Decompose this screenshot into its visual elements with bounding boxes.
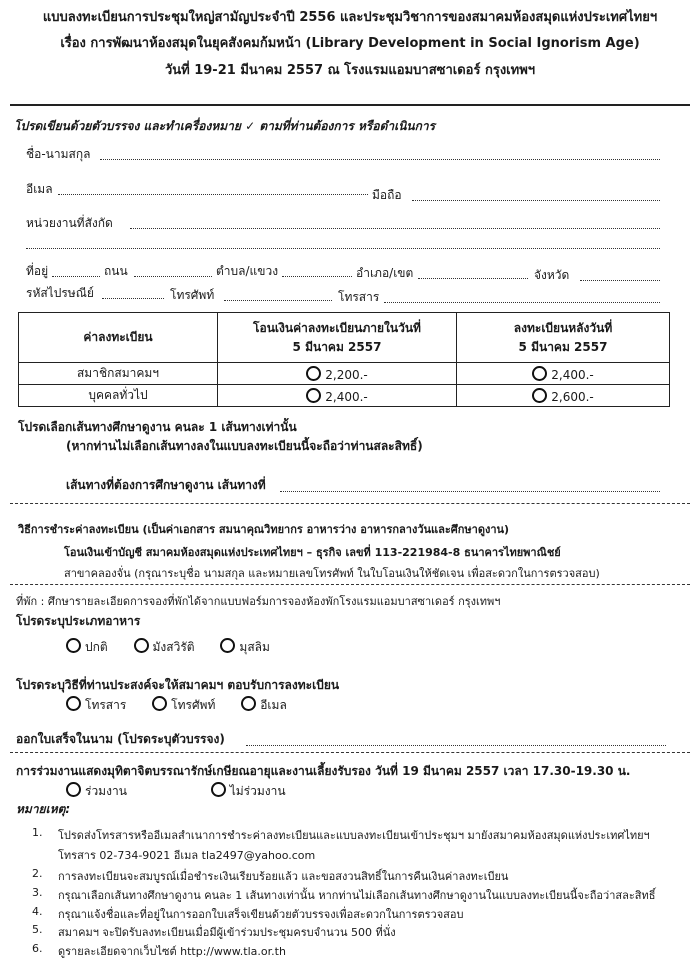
- list-item: [32, 942, 286, 960]
- radio-icon[interactable]: [66, 696, 81, 711]
- confirm-option-email[interactable]: [241, 696, 287, 715]
- table-row: [19, 363, 670, 385]
- radio-icon[interactable]: [66, 638, 81, 653]
- fee-option-member-early[interactable]: [218, 363, 457, 385]
- receipt-label: ออกใบเสร็จในนาม (โปรดระบุตัวบรรจง): [16, 732, 225, 746]
- bank-account: โอนเงินเข้าบัญชี สมาคมห้องสมุดแห่งประเทศไทยฯ – ธุรกิจ เลขที่ 113-221984-8 ธนาคารไทยพาณิชย์: [64, 546, 561, 559]
- note-number: 4.: [32, 905, 43, 918]
- tour-label: โปรดเลือกเส้นทางศึกษาดูงาน คนละ 1 เส้นทางเท่านั้น: [18, 420, 297, 434]
- note-text: โปรดส่งโทรสารหรืออีเมลสำเนาการชำระค่าลงทะเบียนและแบบลงทะเบียนเข้าประชุมฯ มายังสมาคมห้องสมุดแห่งประเทศไทยฯ: [58, 829, 650, 842]
- list-item: [32, 886, 656, 904]
- fee-amount: 2,400.-: [325, 389, 368, 404]
- radio-icon[interactable]: [532, 388, 547, 403]
- note-number: 3.: [32, 886, 43, 899]
- option-label: มุสลิม: [239, 640, 270, 654]
- route-label: เส้นทางที่ต้องการศึกษาดูงาน เส้นทางที่: [66, 478, 266, 492]
- name-label: ชื่อ-นามสกุล: [26, 147, 91, 161]
- postcode-label: รหัสไปรษณีย์: [26, 286, 94, 300]
- note-text: กรุณาเลือกเส้นทางศึกษาดูงาน คนละ 1 เส้นทางเท่านั้น หากท่านไม่เลือกเส้นทางศึกษาดูงานในแบบลงทะเบียนนี้จะถือว่าสละสิทธิ์: [58, 889, 656, 902]
- address-field[interactable]: [52, 276, 100, 277]
- radio-icon[interactable]: [532, 366, 547, 381]
- food-option-muslim[interactable]: [220, 638, 270, 657]
- fee-col-late-line1: ลงทะเบียนหลังวันที่: [513, 320, 613, 335]
- tour-note: (หากท่านไม่เลือกเส้นทางลงในแบบลงทะเบียนนี้จะถือว่าท่านสละสิทธิ์): [66, 439, 423, 453]
- fee-col-late: [457, 313, 670, 363]
- option-label: ร่วมงาน: [85, 784, 127, 798]
- road-field[interactable]: [134, 276, 212, 277]
- note-number: 6.: [32, 942, 43, 955]
- fee-col-late-line2: 5 มีนาคม 2557: [518, 339, 608, 354]
- note-text: ดูรายละเอียดจากเว็บไซต์ http://www.tla.or.th: [58, 945, 286, 958]
- event-label: การร่วมงานแสดงมุทิตาจิตบรรณารักษ์เกษียณอายุและงานเลี้ยงรับรอง วันที่ 19 มีนาคม 2557 เวลา 17.30-19.30 น.: [16, 764, 631, 778]
- email-label: อีเมล: [26, 182, 53, 196]
- food-option-normal[interactable]: [66, 638, 108, 657]
- fee-col-early: [218, 313, 457, 363]
- divider: [10, 752, 690, 753]
- radio-icon[interactable]: [152, 696, 167, 711]
- postcode-field[interactable]: [102, 298, 164, 299]
- option-label: ไม่ร่วมงาน: [229, 784, 286, 798]
- phone-field[interactable]: [224, 300, 332, 301]
- agency-label: หน่วยงานที่สังกัด: [26, 216, 113, 230]
- list-item: [58, 846, 315, 864]
- mobile-label: มือถือ: [372, 188, 402, 202]
- confirm-method-label: โปรดระบุวิธีที่ท่านประสงค์จะให้สมาคมฯ ตอบรับการลงทะเบียน: [16, 678, 340, 692]
- fee-col-type: ค่าลงทะเบียน: [19, 313, 218, 363]
- note-number: 2.: [32, 867, 43, 880]
- radio-icon[interactable]: [211, 782, 226, 797]
- event-date-venue: วันที่ 19-21 มีนาคม 2557 ณ โรงแรมแอมบาสซาเดอร์ กรุงเทพฯ: [164, 63, 536, 78]
- form-title: แบบลงทะเบียนการประชุมใหญ่สามัญประจำปี 2556 และประชุมวิชาการของสมาคมห้องสมุดแห่งประเทศไทยฯ: [42, 10, 658, 25]
- mobile-field[interactable]: [412, 200, 660, 201]
- fee-type-member: สมาชิกสมาคมฯ: [19, 363, 218, 385]
- email-field[interactable]: [58, 194, 368, 195]
- radio-icon[interactable]: [241, 696, 256, 711]
- option-label: โทรศัพท์: [171, 698, 216, 712]
- list-item: [32, 923, 396, 941]
- address-label: ที่อยู่: [26, 264, 49, 278]
- accommodation-note: ที่พัก : ศึกษารายละเอียดการจองที่พักได้จากแบบฟอร์มการจองห้องพักโรงแรมแอมบาสซาเดอร์ กรุงเทพฯ: [16, 595, 501, 608]
- note-number: 1.: [32, 826, 43, 839]
- fee-amount: 2,600.-: [551, 389, 594, 404]
- confirm-option-phone[interactable]: [152, 696, 215, 715]
- phone-label: โทรศัพท์: [170, 288, 215, 302]
- option-label: ปกติ: [85, 640, 108, 654]
- subdistrict-label: ตำบล/แขวง: [216, 264, 279, 278]
- district-label: อำเภอ/เขต: [356, 266, 414, 280]
- fee-col-early-line1: โอนเงินค่าลงทะเบียนภายในวันที่: [253, 320, 421, 335]
- food-options: [66, 638, 292, 657]
- divider: [10, 584, 690, 585]
- radio-icon[interactable]: [306, 388, 321, 403]
- fee-option-member-late[interactable]: [457, 363, 670, 385]
- option-label: โทรสาร: [85, 698, 127, 712]
- note-text: การลงทะเบียนจะสมบูรณ์เมื่อชำระเงินเรียบร้อยแล้ว และขอสงวนสิทธิ์ในการคืนเงินค่าลงทะเบียน: [58, 870, 509, 883]
- note-text: กรุณาแจ้งชื่อและที่อยู่ในการออกใบเสร็จเขียนด้วยตัวบรรจงเพื่อสะดวกในการตรวจสอบ: [58, 908, 464, 921]
- road-label: ถนน: [104, 264, 128, 278]
- fax-field[interactable]: [384, 302, 660, 303]
- notes-title: หมายเหตุ:: [16, 802, 71, 816]
- payment-method: วิธีการชำระค่าลงทะเบียน (เป็นค่าเอกสาร สมนาคุณวิทยากร อาหารว่าง อาหารกลางวันและศึกษาดูงาน): [18, 523, 510, 536]
- fee-col-early-line2: 5 มีนาคม 2557: [292, 339, 382, 354]
- food-option-vegetarian[interactable]: [134, 638, 195, 657]
- subdistrict-field[interactable]: [282, 276, 352, 277]
- instruction-text: โปรดเขียนด้วยตัวบรรจง และทำเครื่องหมาย ✓ ตามที่ท่านต้องการ หรือดำเนินการ: [14, 119, 436, 133]
- option-label: อีเมล: [260, 698, 287, 712]
- radio-icon[interactable]: [134, 638, 149, 653]
- list-item: [32, 867, 509, 885]
- fee-amount: 2,400.-: [551, 367, 594, 382]
- fee-option-general-early[interactable]: [218, 385, 457, 407]
- province-label: จังหวัด: [534, 268, 570, 282]
- agency-field[interactable]: [130, 228, 660, 229]
- confirm-option-fax[interactable]: [66, 696, 126, 715]
- note-text: สมาคมฯ จะปิดรับลงทะเบียนเมื่อมีผู้เข้าร่วมประชุมครบจำนวน 500 ที่นั่ง: [58, 926, 396, 939]
- list-item: [32, 826, 650, 844]
- event-subtitle: เรื่อง การพัฒนาห้องสมุดในยุคสังคมก้มหน้า (Library Development in Social Ignorism Age): [60, 36, 640, 51]
- district-field[interactable]: [418, 278, 528, 279]
- table-row: [19, 385, 670, 407]
- fee-type-general: บุคคลทั่วไป: [19, 385, 218, 407]
- receipt-field[interactable]: [246, 745, 666, 746]
- agency-field-line2[interactable]: [26, 248, 660, 249]
- province-field[interactable]: [580, 280, 660, 281]
- divider: [10, 503, 690, 504]
- food-label: โปรดระบุประเภทอาหาร: [16, 614, 141, 628]
- bank-branch-note: สาขาคลองจั่น (กรุณาระบุชื่อ นามสกุล และหมายเลขโทรศัพท์ ในใบโอนเงินให้ชัดเจน เพื่อสะดวกในการตรวจสอบ): [64, 567, 600, 580]
- fee-table-header: [19, 313, 670, 363]
- fax-label: โทรสาร: [338, 290, 380, 304]
- fee-table: [18, 312, 670, 407]
- name-field[interactable]: [100, 159, 660, 160]
- note-text: โทรสาร 02-734-9021 อีเมล tla2497@yahoo.com: [58, 849, 316, 862]
- fee-option-general-late[interactable]: [457, 385, 670, 407]
- note-number: 5.: [32, 923, 43, 936]
- radio-icon[interactable]: [220, 638, 235, 653]
- radio-icon[interactable]: [66, 782, 81, 797]
- fee-amount: 2,200.-: [325, 367, 368, 382]
- event-options: [66, 782, 308, 801]
- radio-icon[interactable]: [306, 366, 321, 381]
- divider: [10, 104, 690, 106]
- event-option-attend[interactable]: [66, 782, 127, 801]
- confirm-options: [66, 696, 309, 715]
- list-item: [32, 905, 464, 923]
- event-option-decline[interactable]: [211, 782, 286, 801]
- route-field[interactable]: [280, 491, 660, 492]
- option-label: มังสวิรัติ: [152, 640, 195, 654]
